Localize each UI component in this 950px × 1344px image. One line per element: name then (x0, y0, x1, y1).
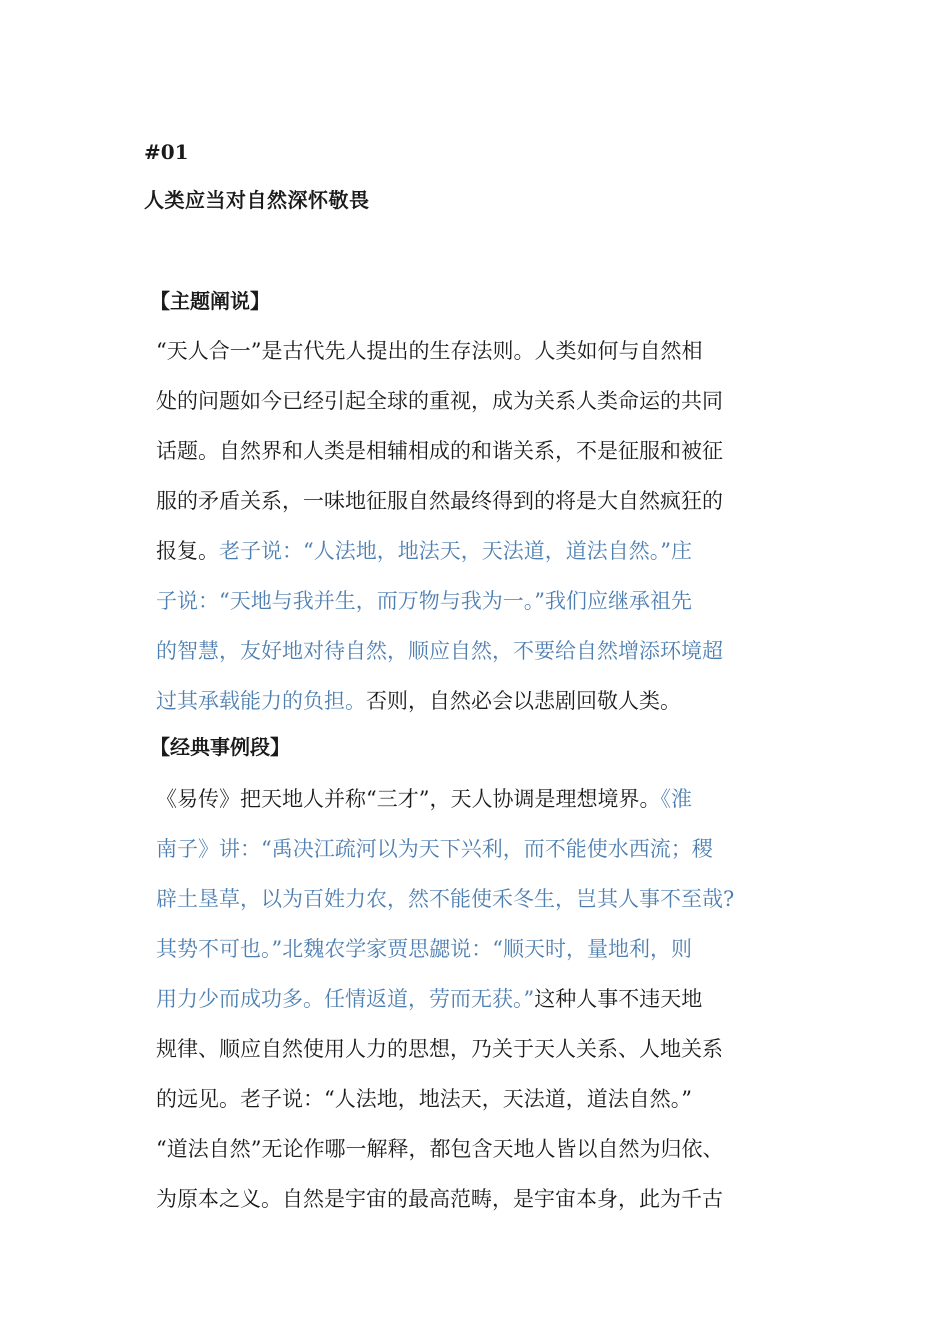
text-line (156, 476, 816, 526)
text-line (156, 824, 816, 874)
text-line (156, 526, 816, 576)
text-line (156, 376, 816, 426)
body-text: 处的问题如今已经引起全球的重视，成为关系人类命运的共同 (156, 389, 723, 413)
text-line (156, 426, 816, 476)
text-line (156, 1174, 816, 1224)
quote-text: 的智慧，友好地对待自然，顺应自然，不要给自然增添环境超 (156, 639, 723, 663)
quote-text: 过其承载能力的负担。 (156, 689, 366, 713)
text-line (156, 576, 816, 626)
quote-text: 子说：“天地与我并生，而万物与我为一。”我们应继承祖先 (156, 589, 692, 613)
document-number: #01 (144, 140, 189, 164)
text-line (156, 1074, 816, 1124)
paragraph-theme (156, 326, 816, 726)
document-title: 人类应当对自然深怀敬畏 (144, 188, 370, 212)
body-text: 服的矛盾关系，一味地征服自然最终得到的将是大自然疯狂的 (156, 489, 723, 513)
quote-text: 《淮 (660, 787, 692, 811)
body-text: 话题。自然界和人类是相辅相成的和谐关系，不是征服和被征 (156, 439, 723, 463)
body-text: 规律、顺应自然使用人力的思想，乃关于天人关系、人地关系 (156, 1037, 723, 1061)
text-line (156, 1124, 816, 1174)
quote-text: 老子说：“人法地，地法天，天法道，道法自然。”庄 (219, 539, 692, 563)
body-text: 为原本之义。自然是宇宙的最高范畴，是宇宙本身，此为千古 (156, 1187, 723, 1211)
body-text: 《易传》把天地人并称“三才”，天人协调是理想境界。 (156, 787, 661, 811)
text-line (156, 676, 816, 726)
paragraph-classic-examples (156, 774, 816, 1224)
quote-text: 其势不可也。”北魏农学家贾思勰说：“顺天时，量地利，则 (156, 937, 692, 961)
section-heading-classic-examples: 【经典事例段】 (150, 735, 290, 759)
text-line (156, 774, 816, 824)
text-line (156, 326, 816, 376)
text-line (156, 626, 816, 676)
text-line (156, 874, 816, 924)
body-text: “道法自然”无论作哪一解释，都包含天地人皆以自然为归依、 (156, 1137, 724, 1161)
body-text: 报复。 (156, 539, 219, 563)
body-text: 的远见。老子说：“人法地，地法天，天法道，道法自然。” (156, 1087, 692, 1111)
body-text: “天人合一”是古代先人提出的生存法则。人类如何与自然相 (156, 339, 703, 363)
section-heading-theme: 【主题阐说】 (150, 289, 270, 313)
body-text: 这种人事不违天地 (534, 987, 703, 1011)
text-line (156, 924, 816, 974)
body-text: 否则，自然必会以悲剧回敬人类。 (366, 689, 681, 713)
text-line (156, 974, 816, 1024)
quote-text: 辟土垦草，以为百姓力农，然不能使禾冬生，岂其人事不至哉? (156, 887, 735, 911)
quote-text: 南子》讲：“禹决江疏河以为天下兴利，而不能使水西流；稷 (156, 837, 713, 861)
quote-text: 用力少而成功多。任情返道，劳而无获。” (156, 987, 535, 1011)
text-line (156, 1024, 816, 1074)
